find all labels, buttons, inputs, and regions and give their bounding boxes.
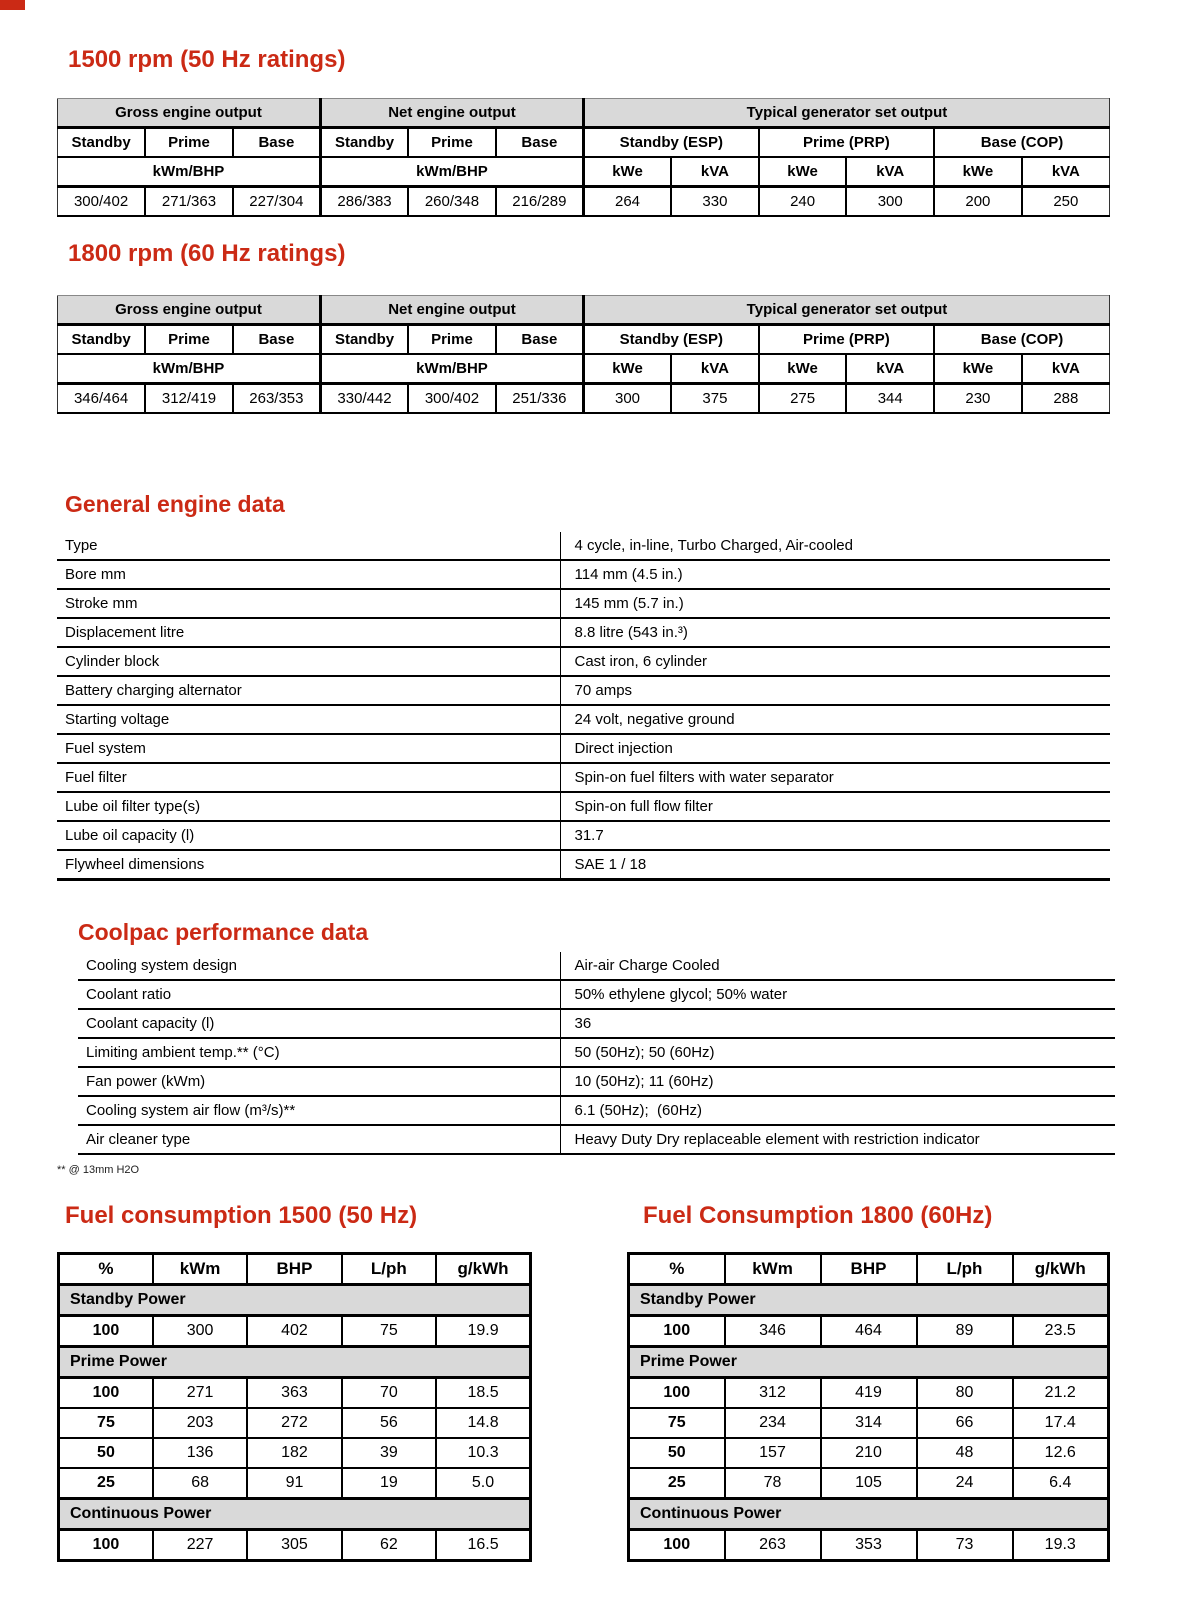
row-label: Lube oil capacity (l) <box>57 821 560 850</box>
section-title-general-engine-data: General engine data <box>65 491 285 517</box>
fuel-value-cell: 5.0 <box>436 1468 530 1499</box>
ratings-units-row <box>58 157 1110 187</box>
value-cell: 330/442 <box>320 384 408 414</box>
fuel-value-cell: 73 <box>917 1530 1013 1561</box>
table-row <box>57 821 1110 850</box>
power-band-row <box>59 1499 531 1530</box>
fuel-data-row <box>629 1530 1109 1561</box>
row-label: Air cleaner type <box>78 1125 560 1154</box>
fuel-consumption-table-50hz <box>57 1252 532 1562</box>
column-header-prime: Prime <box>408 325 496 355</box>
fuel-col-header-bhp: BHP <box>821 1254 917 1285</box>
fuel-value-cell: 271 <box>153 1378 247 1409</box>
column-header-base: Base <box>233 325 321 355</box>
fuel-value-cell: 23.5 <box>1013 1316 1109 1347</box>
fuel-value-cell: 75 <box>342 1316 436 1347</box>
column-header-prime: Prime <box>145 325 233 355</box>
fuel-data-row <box>629 1408 1109 1438</box>
fuel-value-cell: 100 <box>59 1378 153 1409</box>
group-header-gross: Gross engine output <box>58 296 321 325</box>
unit-header: kVA <box>1022 354 1110 384</box>
unit-header: kWe <box>759 354 847 384</box>
fuel-value-cell: 75 <box>629 1408 725 1438</box>
row-value: 6.1 (50Hz); (60Hz) <box>560 1096 1115 1125</box>
value-cell: 240 <box>759 187 847 217</box>
table-row <box>57 560 1110 589</box>
section-title-coolpac: Coolpac performance data <box>78 919 369 945</box>
fuel-value-cell: 89 <box>917 1316 1013 1347</box>
row-value: SAE 1 / 18 <box>560 850 1110 880</box>
unit-header: kWe <box>583 157 671 187</box>
fuel-value-cell: 136 <box>153 1438 247 1468</box>
fuel-value-cell: 100 <box>629 1378 725 1409</box>
group-header-net: Net engine output <box>320 99 583 128</box>
fuel-data-row <box>59 1378 531 1409</box>
fuel-col-header-pct: % <box>629 1254 725 1285</box>
fuel-col-header-pct: % <box>59 1254 153 1285</box>
fuel-value-cell: 50 <box>629 1438 725 1468</box>
table-row <box>78 1009 1115 1038</box>
row-value: 50% ethylene glycol; 50% water <box>560 980 1115 1009</box>
power-band-label: Continuous Power <box>629 1499 1109 1530</box>
row-value: Direct injection <box>560 734 1110 763</box>
power-band-label: Standby Power <box>59 1285 531 1316</box>
fuel-value-cell: 100 <box>629 1530 725 1561</box>
unit-header: kVA <box>846 354 934 384</box>
fuel-data-row <box>629 1468 1109 1499</box>
table-row <box>57 589 1110 618</box>
row-value: 70 amps <box>560 676 1110 705</box>
fuel-data-row <box>59 1316 531 1347</box>
table-row <box>57 734 1110 763</box>
fuel-value-cell: 234 <box>725 1408 821 1438</box>
fuel-value-cell: 6.4 <box>1013 1468 1109 1499</box>
unit-header: kWe <box>759 157 847 187</box>
value-cell: 250 <box>1022 187 1110 217</box>
fuel-value-cell: 17.4 <box>1013 1408 1109 1438</box>
unit-header: kWm/BHP <box>320 354 583 384</box>
value-cell: 251/336 <box>496 384 584 414</box>
row-value: 24 volt, negative ground <box>560 705 1110 734</box>
fuel-col-header-gkwh: g/kWh <box>1013 1254 1109 1285</box>
fuel-value-cell: 312 <box>725 1378 821 1409</box>
row-value: 4 cycle, in-line, Turbo Charged, Air-cooled <box>560 532 1110 560</box>
ratings-subheader-row <box>58 128 1110 158</box>
fuel-value-cell: 203 <box>153 1408 247 1438</box>
fuel-value-cell: 78 <box>725 1468 821 1499</box>
fuel-value-cell: 363 <box>247 1378 341 1409</box>
fuel-value-cell: 68 <box>153 1468 247 1499</box>
fuel-value-cell: 25 <box>629 1468 725 1499</box>
power-band-row <box>629 1347 1109 1378</box>
fuel-data-row <box>629 1316 1109 1347</box>
ratings-group-row <box>58 296 1110 325</box>
value-cell: 300 <box>846 187 934 217</box>
section-title-1500rpm: 1500 rpm (50 Hz ratings) <box>68 46 346 73</box>
fuel-value-cell: 12.6 <box>1013 1438 1109 1468</box>
value-cell: 300 <box>583 384 671 414</box>
row-label: Limiting ambient temp.** (°C) <box>78 1038 560 1067</box>
unit-header: kWe <box>583 354 671 384</box>
column-header-prime: Prime <box>145 128 233 158</box>
table-row <box>78 1038 1115 1067</box>
unit-header: kVA <box>1022 157 1110 187</box>
row-label: Fan power (kWm) <box>78 1067 560 1096</box>
value-cell: 300/402 <box>408 384 496 414</box>
fuel-value-cell: 10.3 <box>436 1438 530 1468</box>
table-row <box>78 980 1115 1009</box>
table-row <box>57 532 1110 560</box>
fuel-data-row <box>629 1438 1109 1468</box>
row-value: 36 <box>560 1009 1115 1038</box>
column-header-standby-esp: Standby (ESP) <box>583 325 758 355</box>
fuel-value-cell: 39 <box>342 1438 436 1468</box>
column-header-standby: Standby <box>320 128 408 158</box>
row-label: Starting voltage <box>57 705 560 734</box>
row-value: 8.8 litre (543 in.³) <box>560 618 1110 647</box>
ratings-subheader-row <box>58 325 1110 355</box>
fuel-value-cell: 56 <box>342 1408 436 1438</box>
ratings-group-row <box>58 99 1110 128</box>
row-value: Air-air Charge Cooled <box>560 952 1115 980</box>
value-cell: 275 <box>759 384 847 414</box>
row-label: Flywheel dimensions <box>57 850 560 880</box>
row-label: Fuel system <box>57 734 560 763</box>
power-band-row <box>629 1499 1109 1530</box>
column-header-standby: Standby <box>58 325 146 355</box>
row-value: 50 (50Hz); 50 (60Hz) <box>560 1038 1115 1067</box>
value-cell: 271/363 <box>145 187 233 217</box>
fuel-value-cell: 14.8 <box>436 1408 530 1438</box>
table-row <box>57 705 1110 734</box>
power-band-label: Prime Power <box>59 1347 531 1378</box>
fuel-value-cell: 75 <box>59 1408 153 1438</box>
fuel-value-cell: 70 <box>342 1378 436 1409</box>
column-header-standby: Standby <box>58 128 146 158</box>
fuel-value-cell: 18.5 <box>436 1378 530 1409</box>
fuel-value-cell: 100 <box>59 1316 153 1347</box>
fuel-value-cell: 353 <box>821 1530 917 1561</box>
table-row <box>57 676 1110 705</box>
row-label: Coolant capacity (l) <box>78 1009 560 1038</box>
row-label: Fuel filter <box>57 763 560 792</box>
value-cell: 346/464 <box>58 384 146 414</box>
fuel-value-cell: 19.9 <box>436 1316 530 1347</box>
ratings-table-50hz <box>57 98 1110 217</box>
fuel-value-cell: 91 <box>247 1468 341 1499</box>
table-row <box>57 792 1110 821</box>
value-cell: 288 <box>1022 384 1110 414</box>
fuel-value-cell: 464 <box>821 1316 917 1347</box>
row-value: Heavy Duty Dry replaceable element with restriction indicator <box>560 1125 1115 1154</box>
table-row <box>57 763 1110 792</box>
fuel-value-cell: 66 <box>917 1408 1013 1438</box>
row-value: 31.7 <box>560 821 1110 850</box>
row-value: Spin-on full flow filter <box>560 792 1110 821</box>
general-engine-data-table <box>57 532 1110 881</box>
fuel-data-row <box>59 1468 531 1499</box>
ratings-values-row <box>58 384 1110 414</box>
row-value: Spin-on fuel filters with water separator <box>560 763 1110 792</box>
fuel-col-header-kwm: kWm <box>725 1254 821 1285</box>
fuel-value-cell: 25 <box>59 1468 153 1499</box>
row-label: Bore mm <box>57 560 560 589</box>
fuel-col-header-lph: L/ph <box>342 1254 436 1285</box>
row-label: Cooling system design <box>78 952 560 980</box>
unit-header: kVA <box>671 354 759 384</box>
table-row <box>78 1096 1115 1125</box>
fuel-header-row <box>59 1254 531 1285</box>
fuel-header-row <box>629 1254 1109 1285</box>
row-label: Coolant ratio <box>78 980 560 1009</box>
column-header-base: Base <box>233 128 321 158</box>
fuel-value-cell: 314 <box>821 1408 917 1438</box>
value-cell: 344 <box>846 384 934 414</box>
row-value: Cast iron, 6 cylinder <box>560 647 1110 676</box>
column-header-base-cop: Base (COP) <box>934 325 1109 355</box>
table-row <box>57 850 1110 880</box>
footnote: ** @ 13mm H2O <box>57 1164 140 1176</box>
table-row <box>78 1125 1115 1154</box>
fuel-value-cell: 227 <box>153 1530 247 1561</box>
section-title-fuel-50hz: Fuel consumption 1500 (50 Hz) <box>65 1202 418 1229</box>
group-header-gross: Gross engine output <box>58 99 321 128</box>
value-cell: 300/402 <box>58 187 146 217</box>
ratings-table-60hz <box>57 295 1110 414</box>
table-row <box>57 618 1110 647</box>
fuel-value-cell: 402 <box>247 1316 341 1347</box>
value-cell: 227/304 <box>233 187 321 217</box>
unit-header: kWm/BHP <box>320 157 583 187</box>
fuel-value-cell: 16.5 <box>436 1530 530 1561</box>
page-corner-mark <box>0 0 25 10</box>
column-header-prime-prp: Prime (PRP) <box>759 325 934 355</box>
fuel-value-cell: 21.2 <box>1013 1378 1109 1409</box>
fuel-value-cell: 24 <box>917 1468 1013 1499</box>
column-header-standby-esp: Standby (ESP) <box>583 128 758 158</box>
ratings-values-row <box>58 187 1110 217</box>
fuel-col-header-lph: L/ph <box>917 1254 1013 1285</box>
value-cell: 230 <box>934 384 1022 414</box>
section-title-fuel-60hz: Fuel Consumption 1800 (60Hz) <box>643 1202 993 1229</box>
fuel-consumption-table-60hz <box>627 1252 1110 1562</box>
value-cell: 260/348 <box>408 187 496 217</box>
row-label: Lube oil filter type(s) <box>57 792 560 821</box>
fuel-value-cell: 182 <box>247 1438 341 1468</box>
table-row <box>57 647 1110 676</box>
power-band-row <box>629 1285 1109 1316</box>
group-header-genset: Typical generator set output <box>583 99 1109 128</box>
value-cell: 286/383 <box>320 187 408 217</box>
row-value: 145 mm (5.7 in.) <box>560 589 1110 618</box>
section-title-1800rpm: 1800 rpm (60 Hz ratings) <box>68 240 346 267</box>
fuel-value-cell: 50 <box>59 1438 153 1468</box>
fuel-value-cell: 346 <box>725 1316 821 1347</box>
fuel-value-cell: 48 <box>917 1438 1013 1468</box>
value-cell: 375 <box>671 384 759 414</box>
fuel-value-cell: 263 <box>725 1530 821 1561</box>
fuel-value-cell: 157 <box>725 1438 821 1468</box>
value-cell: 263/353 <box>233 384 321 414</box>
value-cell: 312/419 <box>145 384 233 414</box>
fuel-data-row <box>59 1408 531 1438</box>
value-cell: 330 <box>671 187 759 217</box>
power-band-label: Continuous Power <box>59 1499 531 1530</box>
row-label: Stroke mm <box>57 589 560 618</box>
fuel-col-header-gkwh: g/kWh <box>436 1254 530 1285</box>
row-label: Type <box>57 532 560 560</box>
column-header-standby: Standby <box>320 325 408 355</box>
fuel-value-cell: 80 <box>917 1378 1013 1409</box>
fuel-value-cell: 19.3 <box>1013 1530 1109 1561</box>
fuel-data-row <box>629 1378 1109 1409</box>
fuel-value-cell: 300 <box>153 1316 247 1347</box>
column-header-prime: Prime <box>408 128 496 158</box>
fuel-value-cell: 105 <box>821 1468 917 1499</box>
power-band-row <box>59 1285 531 1316</box>
column-header-prime-prp: Prime (PRP) <box>759 128 934 158</box>
fuel-data-row <box>59 1530 531 1561</box>
group-header-genset: Typical generator set output <box>583 296 1109 325</box>
fuel-value-cell: 419 <box>821 1378 917 1409</box>
unit-header: kVA <box>671 157 759 187</box>
fuel-value-cell: 305 <box>247 1530 341 1561</box>
fuel-col-header-bhp: BHP <box>247 1254 341 1285</box>
row-label: Battery charging alternator <box>57 676 560 705</box>
fuel-value-cell: 19 <box>342 1468 436 1499</box>
unit-header: kWm/BHP <box>58 157 321 187</box>
unit-header: kWe <box>934 354 1022 384</box>
row-value: 114 mm (4.5 in.) <box>560 560 1110 589</box>
row-label: Cylinder block <box>57 647 560 676</box>
row-label: Displacement litre <box>57 618 560 647</box>
fuel-value-cell: 100 <box>59 1530 153 1561</box>
fuel-value-cell: 210 <box>821 1438 917 1468</box>
row-label: Cooling system air flow (m³/s)** <box>78 1096 560 1125</box>
value-cell: 264 <box>583 187 671 217</box>
fuel-value-cell: 272 <box>247 1408 341 1438</box>
power-band-row <box>59 1347 531 1378</box>
unit-header: kWm/BHP <box>58 354 321 384</box>
value-cell: 216/289 <box>496 187 584 217</box>
column-header-base: Base <box>496 325 584 355</box>
unit-header: kWe <box>934 157 1022 187</box>
fuel-data-row <box>59 1438 531 1468</box>
table-row <box>78 952 1115 980</box>
table-row <box>78 1067 1115 1096</box>
ratings-units-row <box>58 354 1110 384</box>
fuel-value-cell: 62 <box>342 1530 436 1561</box>
group-header-net: Net engine output <box>320 296 583 325</box>
column-header-base: Base <box>496 128 584 158</box>
fuel-value-cell: 100 <box>629 1316 725 1347</box>
power-band-label: Prime Power <box>629 1347 1109 1378</box>
value-cell: 200 <box>934 187 1022 217</box>
fuel-col-header-kwm: kWm <box>153 1254 247 1285</box>
coolpac-performance-table <box>78 952 1115 1155</box>
power-band-label: Standby Power <box>629 1285 1109 1316</box>
column-header-base-cop: Base (COP) <box>934 128 1109 158</box>
row-value: 10 (50Hz); 11 (60Hz) <box>560 1067 1115 1096</box>
unit-header: kVA <box>846 157 934 187</box>
